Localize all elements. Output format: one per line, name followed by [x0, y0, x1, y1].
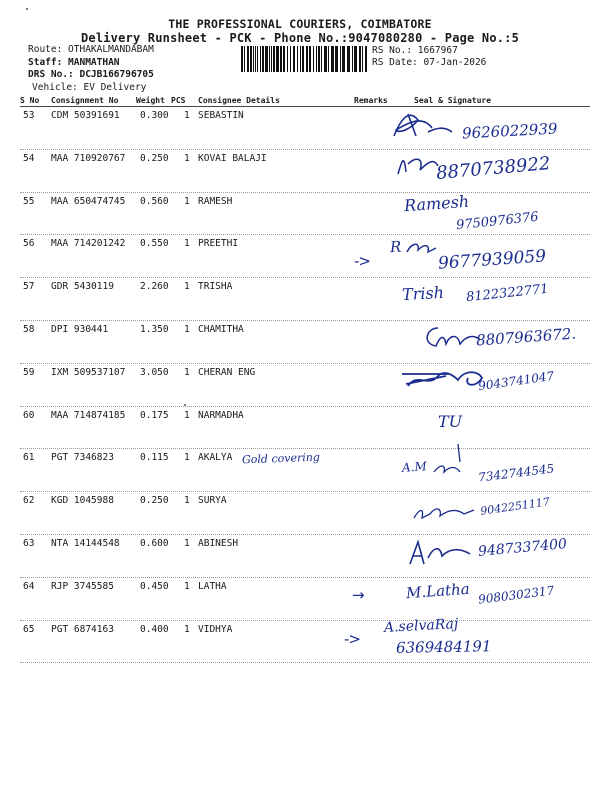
- cell-consignee: VIDHYA: [198, 623, 233, 635]
- table-row: [20, 578, 590, 621]
- barcode-bar: [342, 46, 345, 72]
- cell-pcs: 1: [184, 580, 190, 592]
- handwritten-phone: 9487337400: [477, 536, 568, 560]
- handwritten-phone: 6369484191: [395, 637, 492, 657]
- table-row: [20, 621, 590, 664]
- barcode-bar: [362, 46, 363, 72]
- cell-weight: 0.560: [140, 195, 169, 207]
- col-remarks: Remarks: [354, 96, 388, 105]
- cell-consignment: PGT 6874163: [51, 623, 114, 635]
- cell-weight: 0.450: [140, 580, 169, 592]
- cell-consignee: CHERAN ENG: [198, 366, 256, 378]
- route-label: Route: OTHAKALMANDABAM: [28, 44, 154, 55]
- arrow-icon: ->: [354, 252, 370, 270]
- barcode-bar: [260, 46, 261, 72]
- col-weight: Weight: [136, 96, 165, 105]
- barcode-bar: [297, 46, 298, 72]
- handwritten-phone: 9042251117: [479, 495, 551, 518]
- barcode-bar: [276, 46, 279, 72]
- handwritten-signature: Trish: [401, 282, 445, 305]
- cell-sno: 55: [23, 195, 35, 207]
- document-title: THE PROFESSIONAL COURIERS, COIMBATORE: [168, 17, 432, 31]
- cell-pcs: 1: [184, 152, 190, 164]
- barcode-bar: [250, 46, 252, 72]
- cell-pcs: 1: [184, 323, 190, 335]
- handwritten-phone: 9043741047: [477, 368, 555, 394]
- barcode-bar: [255, 46, 256, 72]
- col-seal-signature: Seal & Signature: [414, 96, 492, 105]
- cell-consignee: RAMESH: [198, 195, 233, 207]
- handwritten-phone: 9626022939: [461, 119, 558, 143]
- cell-consignee: AKALYA: [198, 452, 233, 464]
- handwritten-signature: Ramesh: [403, 191, 470, 216]
- barcode-bar: [244, 46, 245, 72]
- cell-sno: 54: [23, 152, 35, 164]
- rs-date-label: RS Date: 07-Jan-2026: [372, 57, 487, 68]
- cell-pcs: 1: [184, 110, 190, 121]
- barcode-bar: [265, 46, 268, 72]
- barcode-bar: [262, 46, 264, 72]
- barcode-bar: [293, 46, 295, 72]
- arrow-icon: ->: [344, 630, 360, 648]
- cell-weight: 0.175: [140, 409, 169, 421]
- cell-consignee: SEBASTIN: [198, 110, 244, 121]
- barcode-bar: [247, 46, 249, 72]
- runsheet-table: [20, 107, 590, 663]
- cell-sno: 60: [23, 409, 35, 421]
- table-row: [20, 449, 590, 492]
- table-row: [20, 492, 590, 535]
- cell-weight: 2.260: [140, 281, 169, 293]
- table-row: [20, 107, 590, 150]
- cell-sno: 62: [23, 495, 35, 507]
- barcode-bar: [359, 46, 361, 72]
- cell-consignee: LATHA: [198, 580, 227, 592]
- cell-weight: 0.250: [140, 152, 169, 164]
- cell-weight: 3.050: [140, 366, 169, 378]
- barcode-bar: [335, 46, 338, 72]
- cell-pcs: 1: [184, 238, 190, 250]
- cell-consignee: NARMADHA: [198, 409, 244, 421]
- header-info-right: [372, 45, 486, 69]
- barcode-bar: [306, 46, 308, 72]
- table-row: [20, 278, 590, 321]
- handwritten-phone: 8807963672.: [475, 324, 577, 350]
- table-row: [20, 321, 590, 364]
- cell-sno: 65: [23, 623, 35, 635]
- cell-weight: 0.250: [140, 495, 169, 507]
- cell-consignment: MAA 650474745: [51, 195, 126, 207]
- document-subtitle: Delivery Runsheet - PCK - Phone No.:9047080280 - Page No.:5: [80, 31, 520, 45]
- barcode-bar: [241, 46, 243, 72]
- handwritten-phone: 7342744545: [477, 461, 555, 485]
- cell-sno: 53: [23, 110, 35, 121]
- cell-weight: 1.350: [140, 323, 169, 335]
- handwritten-phone: 9080302317: [477, 583, 555, 607]
- col-consignee: Consignee Details: [198, 96, 280, 105]
- cell-consignee: PREETHI: [198, 238, 239, 250]
- cell-consignment: DPI 930441: [51, 323, 109, 335]
- staff-label: Staff: MANMATHAN: [28, 56, 120, 68]
- barcode-bar: [354, 46, 357, 72]
- cell-consignee: ABINESH: [198, 537, 239, 549]
- cell-consignment: CDM 50391691: [51, 110, 120, 121]
- cell-sno: 59: [23, 366, 35, 378]
- barcode-bar: [269, 46, 270, 72]
- cell-sno: 58: [23, 323, 35, 335]
- handwritten-signature: R: [389, 237, 402, 257]
- cell-consignment: PGT 7346823: [51, 452, 114, 464]
- cell-consignment: MAA 710920767: [51, 152, 126, 164]
- table-row: [20, 235, 590, 278]
- handwritten-signature: TU: [438, 412, 463, 431]
- barcode-bar: [280, 46, 282, 72]
- vehicle-label: Vehicle: EV Delivery: [32, 81, 147, 93]
- barcode-bar: [347, 46, 350, 72]
- rs-no-label: RS No.: 1667967: [372, 45, 458, 56]
- cell-pcs: 1: [184, 623, 190, 635]
- handwritten-phone: 8122322771: [465, 281, 550, 306]
- barcode-bar: [313, 46, 314, 72]
- barcode-bar: [331, 46, 334, 72]
- barcode: [240, 46, 368, 72]
- cell-weight: 0.550: [140, 238, 169, 250]
- cell-sno: 63: [23, 537, 35, 549]
- barcode-bar: [273, 46, 275, 72]
- cell-consignee: KOVAI BALAJI: [198, 152, 267, 164]
- handwritten-signature: A.M: [401, 459, 428, 475]
- barcode-bar: [324, 46, 327, 72]
- barcode-bar: [283, 46, 285, 72]
- cell-pcs: 1: [184, 452, 190, 464]
- barcode-bar: [340, 46, 341, 72]
- barcode-bar: [321, 46, 322, 72]
- cell-weight: 0.115: [140, 452, 169, 464]
- barcode-bar: [316, 46, 317, 72]
- arrow-icon: →: [352, 586, 364, 604]
- table-row: [20, 150, 590, 193]
- barcode-bar: [290, 46, 291, 72]
- barcode-bar: [257, 46, 258, 72]
- col-pcs: PCS: [171, 96, 186, 105]
- col-consignment: Consignment No: [51, 96, 119, 105]
- handwritten-remark: Gold covering: [241, 451, 321, 467]
- col-sno: S No: [20, 96, 40, 105]
- barcode-bar: [328, 46, 329, 72]
- cell-sno: 61: [23, 452, 35, 464]
- handwritten-phone: 9750976376: [455, 209, 540, 234]
- cell-weight: 0.400: [140, 623, 169, 635]
- cell-consignment: NTA 14144548: [51, 537, 120, 549]
- cell-sno: 56: [23, 238, 35, 250]
- cell-sno: 64: [23, 580, 35, 592]
- header-info-left: [28, 44, 154, 94]
- handwritten-phone: 9677939059: [437, 246, 547, 274]
- handwritten-signature: A.selvaRaj: [383, 616, 459, 636]
- cell-consignment: RJP 3745585: [51, 580, 114, 592]
- cell-consignment: KGD 1045988: [51, 495, 114, 507]
- cell-consignee: SURYA: [198, 495, 227, 507]
- handwritten-phone: 8870738922: [435, 153, 552, 184]
- barcode-bar: [365, 46, 367, 72]
- cell-sno: 57: [23, 281, 35, 293]
- cell-pcs: 1: [184, 409, 190, 421]
- handwritten-signature: M.Latha: [405, 579, 471, 603]
- barcode-bar: [253, 46, 254, 72]
- barcode-bar: [318, 46, 320, 72]
- drs-label: DRS No.: DCJB166796705: [28, 69, 154, 80]
- table-row: [20, 535, 590, 578]
- cell-weight: 0.600: [140, 537, 169, 549]
- barcode-bar: [352, 46, 353, 72]
- cell-consignment: GDR 5430119: [51, 281, 114, 293]
- table-row: [20, 407, 590, 450]
- cell-weight: 0.300: [140, 110, 169, 121]
- cell-pcs: 1: [184, 281, 190, 293]
- paper-speck: [26, 8, 28, 10]
- cell-consignment: MAA 714201242: [51, 238, 126, 250]
- barcode-bar: [300, 46, 301, 72]
- barcode-bar: [309, 46, 311, 72]
- cell-pcs: 1: [184, 366, 190, 378]
- barcode-bar: [271, 46, 272, 72]
- cell-pcs: 1: [184, 495, 190, 507]
- cell-consignee: CHAMITHA: [198, 323, 244, 335]
- barcode-bar: [302, 46, 304, 72]
- cell-consignment: MAA 714874185: [51, 409, 126, 421]
- table-row: [20, 193, 590, 236]
- barcode-bar: [287, 46, 288, 72]
- cell-consignee: TRISHA: [198, 281, 233, 293]
- table-row: [20, 364, 590, 407]
- cell-pcs: 1: [184, 537, 190, 549]
- cell-pcs: 1: [184, 195, 190, 207]
- cell-consignment: IXM 509537107: [51, 366, 126, 378]
